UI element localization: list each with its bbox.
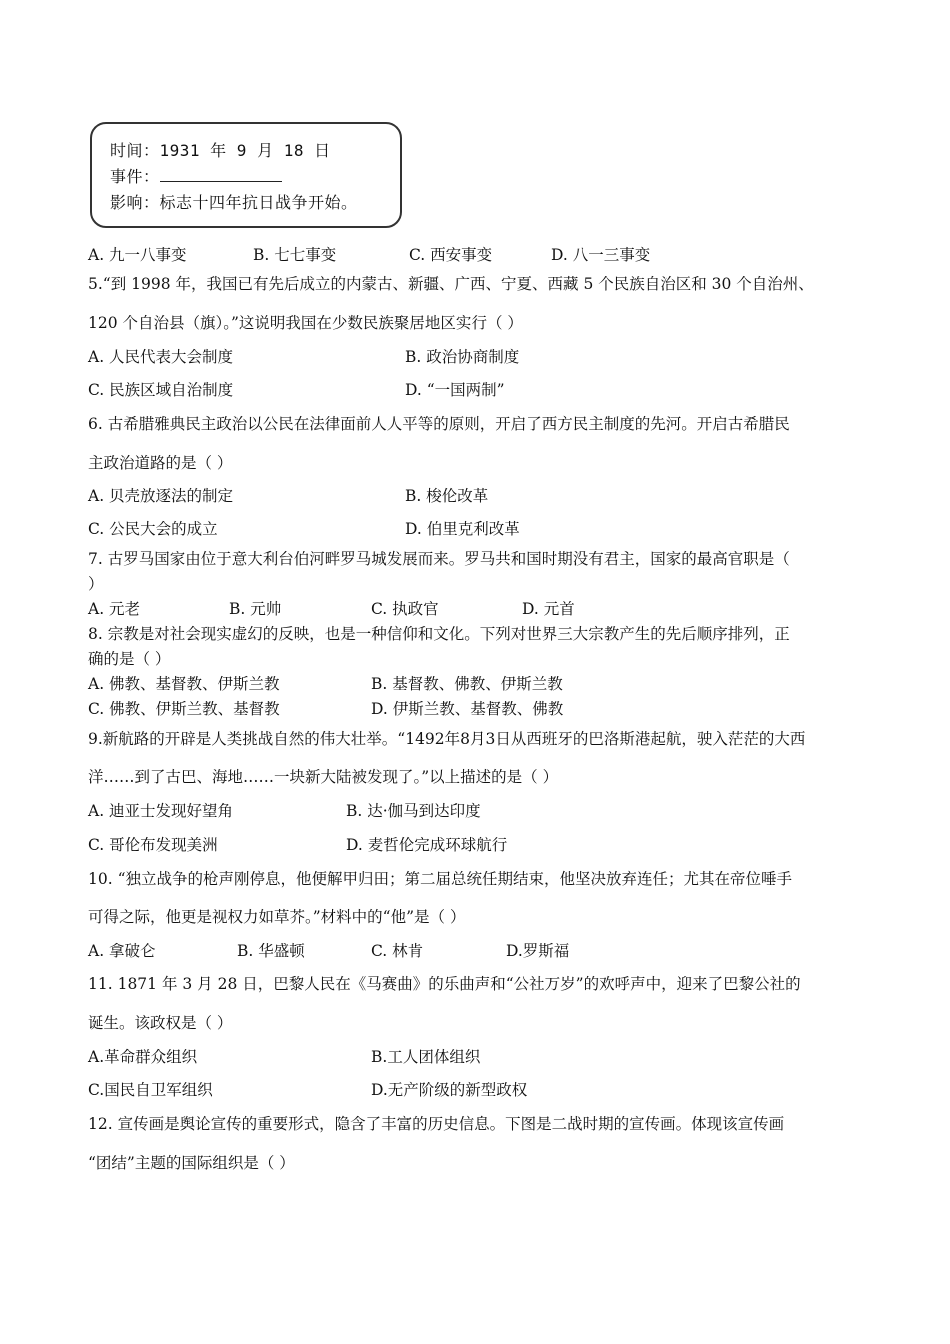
- q7-option-b: B. 元帅: [229, 600, 282, 618]
- q10-option-c: C. 林肯: [371, 942, 424, 960]
- q8-stem-line2: 确的是（ ）: [88, 650, 171, 668]
- card-event: [110, 164, 282, 187]
- card-time: 时间：1931 年 9 月 18 日: [110, 141, 331, 160]
- q4-option-b: B. 七七事变: [253, 246, 337, 264]
- q10-stem-line2: 可得之际，他更是视权力如草芥。”材料中的“他”是（ ）: [88, 908, 466, 926]
- q7-option-a: A. 元老: [88, 600, 141, 618]
- q7-stem-line1: 7. 古罗马国家由位于意大利台伯河畔罗马城发展而来。罗马共和国时期没有君主，国家的最高官职是（: [88, 550, 790, 568]
- q5-option-d: D. “一国两制”: [405, 381, 505, 399]
- q6-option-c: C. 公民大会的成立: [88, 520, 218, 538]
- q11-option-c: C.国民自卫军组织: [88, 1081, 213, 1099]
- q11-stem-line1: 11. 1871 年 3 月 28 日，巴黎人民在《马赛曲》的乐曲声和“公社万岁”的欢呼声中，迎来了巴黎公社的: [88, 975, 801, 993]
- q7-option-c: C. 执政官: [371, 600, 439, 618]
- q9-option-b: B. 达·伽马到达印度: [346, 802, 481, 820]
- q9-option-d: D. 麦哲伦完成环球航行: [346, 836, 508, 854]
- q6-stem-line1: 6. 古希腊雅典民主政治以公民在法律面前人人平等的原则，开启了西方民主制度的先河。开启古希腊民: [88, 415, 790, 433]
- q9-option-a: A. 迪亚士发现好望角: [88, 802, 234, 820]
- q11-option-d: D.无产阶级的新型政权: [371, 1081, 528, 1099]
- card-impact: 影响：标志十四年抗日战争开始。: [110, 193, 358, 212]
- q8-option-d: D. 伊斯兰教、基督教、佛教: [371, 700, 564, 718]
- q7-stem-line2: ）: [88, 575, 104, 593]
- q10-option-b: B. 华盛顿: [237, 942, 305, 960]
- q12-stem-line2: “团结”主题的国际组织是（ ）: [88, 1154, 295, 1172]
- q6-option-d: D. 伯里克利改革: [405, 520, 520, 538]
- q9-stem-line1: 9.新航路的开辟是人类挑战自然的伟大壮举。“1492年8月3日从西班牙的巴洛斯港起航，驶入茫茫的大西: [88, 730, 806, 748]
- q9-option-c: C. 哥伦布发现美洲: [88, 836, 218, 854]
- q5-option-b: B. 政治协商制度: [405, 348, 520, 366]
- q7-option-d: D. 元首: [522, 600, 575, 618]
- q12-stem-line1: 12. 宣传画是舆论宣传的重要形式，隐含了丰富的历史信息。下图是二战时期的宣传画。体现该宣传画: [88, 1115, 785, 1133]
- q5-option-a: A. 人民代表大会制度: [88, 348, 234, 366]
- q8-option-a: A. 佛教、基督教、伊斯兰教: [88, 675, 280, 693]
- card-event-label: 事件：: [110, 167, 160, 186]
- q5-stem-line2: 120 个自治县（旗）。”这说明我国在少数民族聚居地区实行（ ）: [88, 314, 523, 332]
- q4-option-d: D. 八一三事变: [551, 246, 651, 264]
- q8-option-c: C. 佛教、伊斯兰教、基督教: [88, 700, 280, 718]
- q10-option-d: D.罗斯福: [506, 942, 570, 960]
- q5-option-c: C. 民族区域自治制度: [88, 381, 234, 399]
- q8-option-b: B. 基督教、佛教、伊斯兰教: [371, 675, 563, 693]
- q8-stem-line1: 8. 宗教是对社会现实虚幻的反映，也是一种信仰和文化。下列对世界三大宗教产生的先后顺序排列，正: [88, 625, 790, 643]
- q4-option-a: A. 九一八事变: [88, 246, 187, 264]
- q10-option-a: A. 拿破仑: [88, 942, 156, 960]
- answer-blank: [160, 167, 282, 182]
- q6-option-a: A. 贝壳放逐法的制定: [88, 487, 234, 505]
- event-info-card: [90, 122, 402, 228]
- q4-option-c: C. 西安事变: [409, 246, 493, 264]
- q11-option-b: B.工人团体组织: [371, 1048, 481, 1066]
- q9-stem-line2: 洋……到了古巴、海地……一块新大陆被发现了。”以上描述的是（ ）: [88, 768, 559, 786]
- q10-stem-line1: 10. “独立战争的枪声刚停息，他便解甲归田；第二届总统任期结束，他坚决放弃连任；尤其在帝位唾手: [88, 870, 793, 888]
- q6-option-b: B. 梭伦改革: [405, 487, 489, 505]
- q11-stem-line2: 诞生。该政权是（ ）: [88, 1014, 233, 1032]
- q5-stem-line1: 5.“到 1998 年，我国已有先后成立的内蒙古、新疆、广西、宁夏、西藏 5 个民族自治区和 30 个自治州、: [88, 275, 814, 293]
- q11-option-a: A.革命群众组织: [88, 1048, 198, 1066]
- q6-stem-line2: 主政治道路的是（ ）: [88, 454, 233, 472]
